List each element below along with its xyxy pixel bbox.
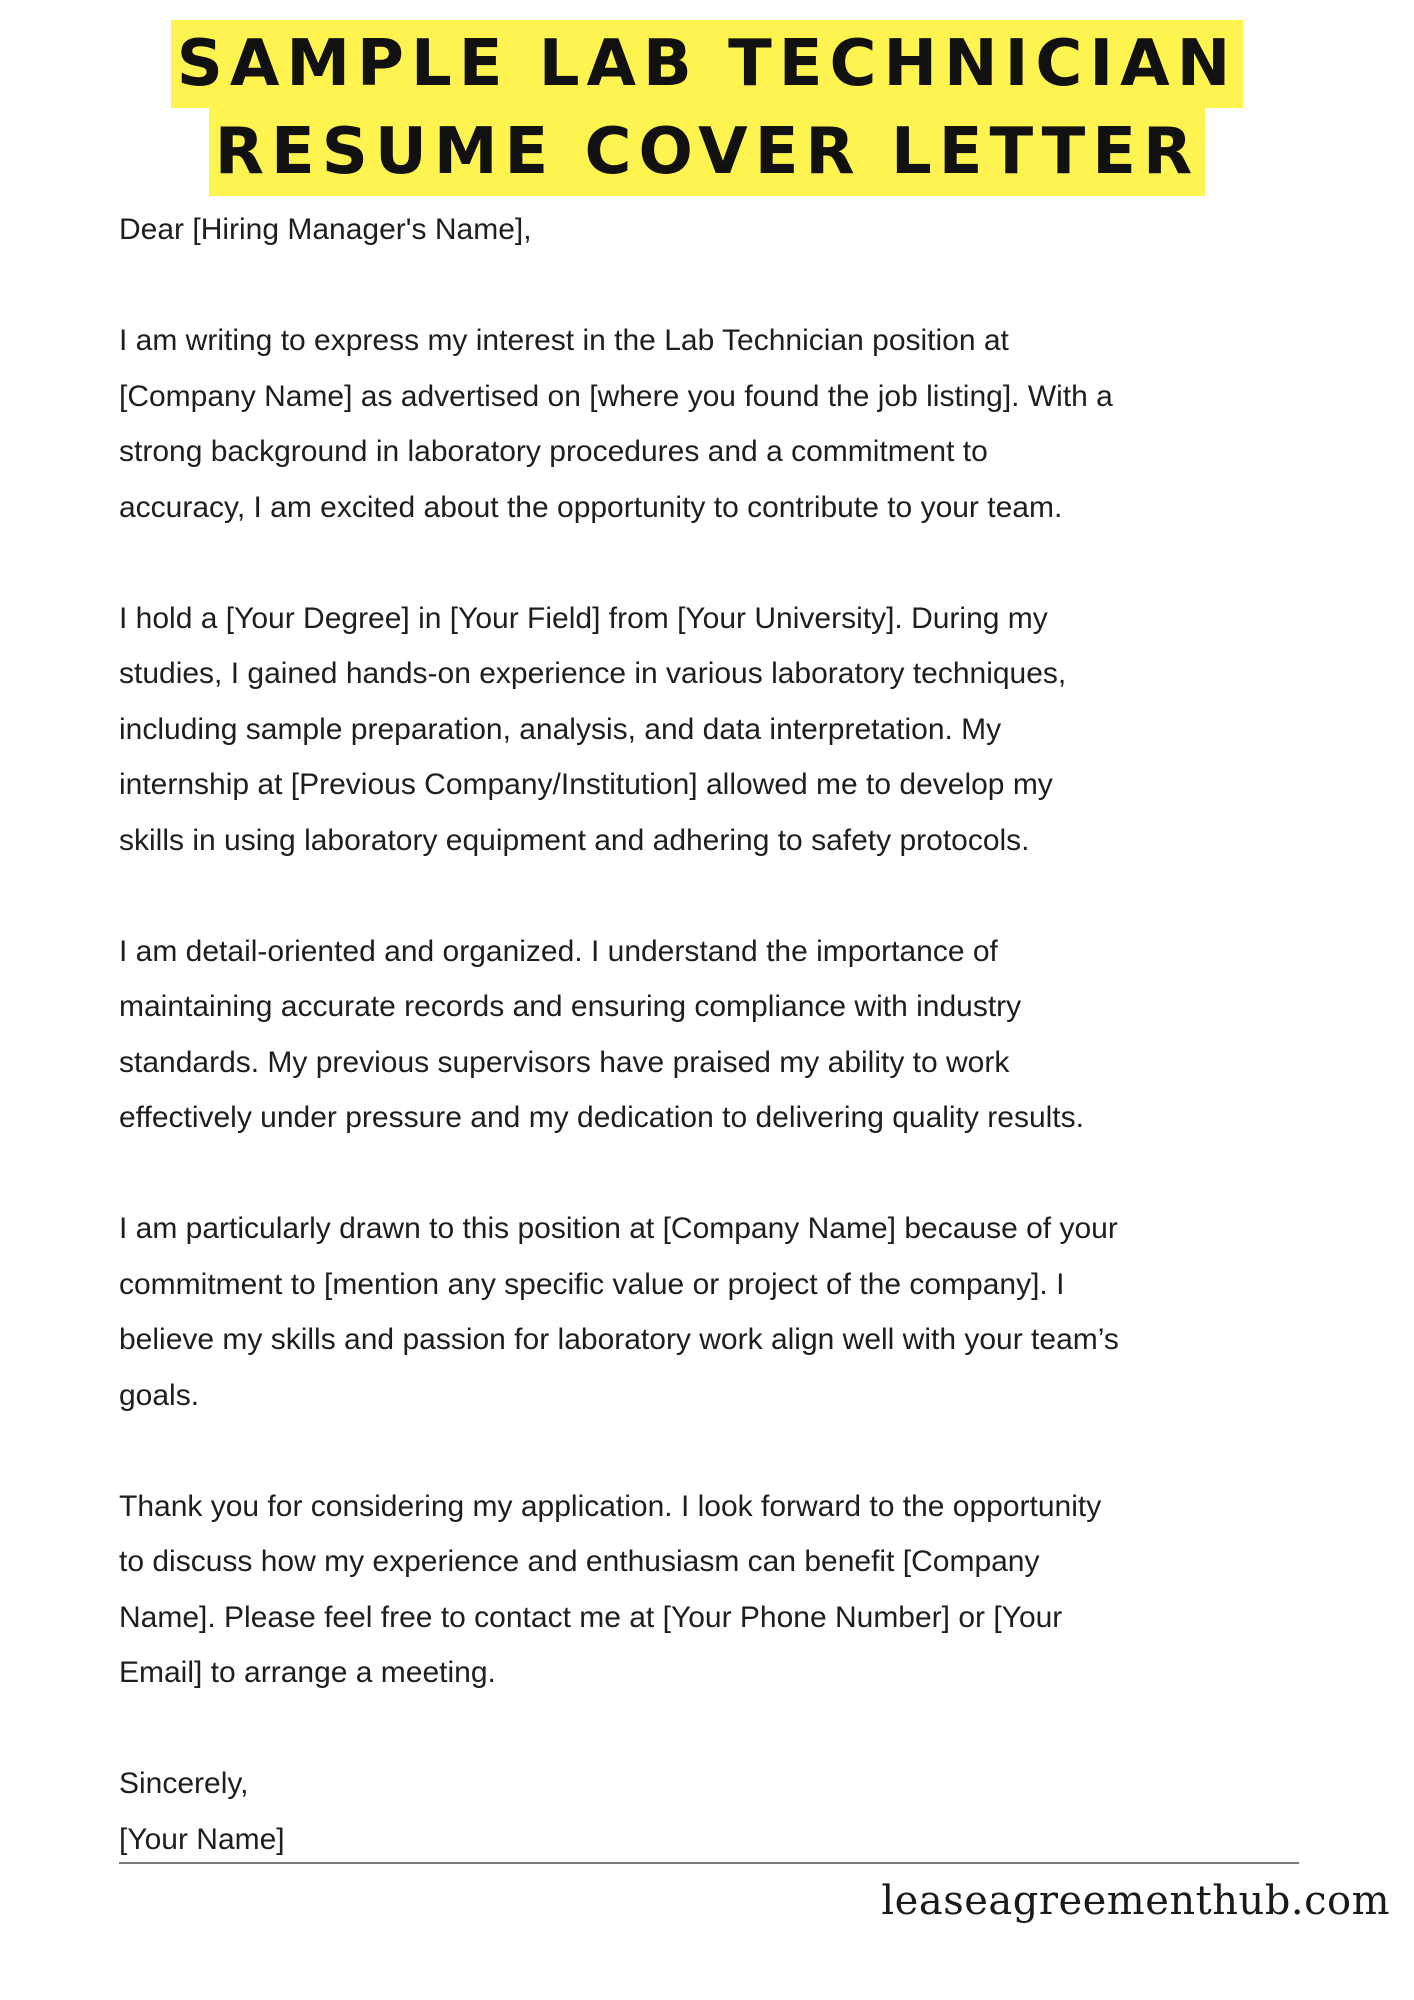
letter-body bbox=[119, 202, 1309, 1867]
brand-watermark: leaseagreementhub.com bbox=[881, 1878, 1390, 1924]
salutation: Dear [Hiring Manager's Name], bbox=[119, 213, 532, 246]
footer-divider bbox=[119, 1862, 1299, 1864]
title-line-2: RESUME COVER LETTER bbox=[209, 108, 1206, 196]
signature: [Your Name] bbox=[119, 1822, 285, 1856]
paragraph-interest: I am writing to express my interest in the Lab Technician position at [Company Name] as advertised on [where you found the job listing]. With a strong background in laboratory procedures and a commitment to accuracy, I am excited about the opportunity to contribute to your team. bbox=[119, 324, 1113, 524]
paragraph-closing: Thank you for considering my application. I look forward to the opportunity to discuss how my experience and enthusiasm can benefit [Company Name]. Please feel free to contact me at [Your Phone Number] or [Your Email] to arrange a meeting. bbox=[119, 1489, 1102, 1689]
document-title bbox=[0, 20, 1414, 196]
paragraph-qualities: I am detail-oriented and organized. I understand the importance of maintaining accurate records and ensuring compliance with industry standards. My previous supervisors have praised my ability to work effectively under pressure and my dedication to delivering quality results. bbox=[119, 934, 1084, 1134]
closing: Sincerely, bbox=[119, 1767, 249, 1800]
paragraph-motivation: I am particularly drawn to this position at [Company Name] because of your commitment to [mention any specific value or project of the company]. I believe my skills and passion for laboratory work align well with your team’s goals. bbox=[119, 1212, 1119, 1412]
title-line-1: SAMPLE LAB TECHNICIAN bbox=[171, 20, 1244, 108]
paragraph-education: I hold a [Your Degree] in [Your Field] from [Your University]. During my studies, I gained hands-on experience in various laboratory techniques, including sample preparation, analysis, and data interpretation. My internship at [Previous Company/Institution] allowed me to develop my skills in using laboratory equipment and adhering to safety protocols. bbox=[119, 601, 1067, 857]
